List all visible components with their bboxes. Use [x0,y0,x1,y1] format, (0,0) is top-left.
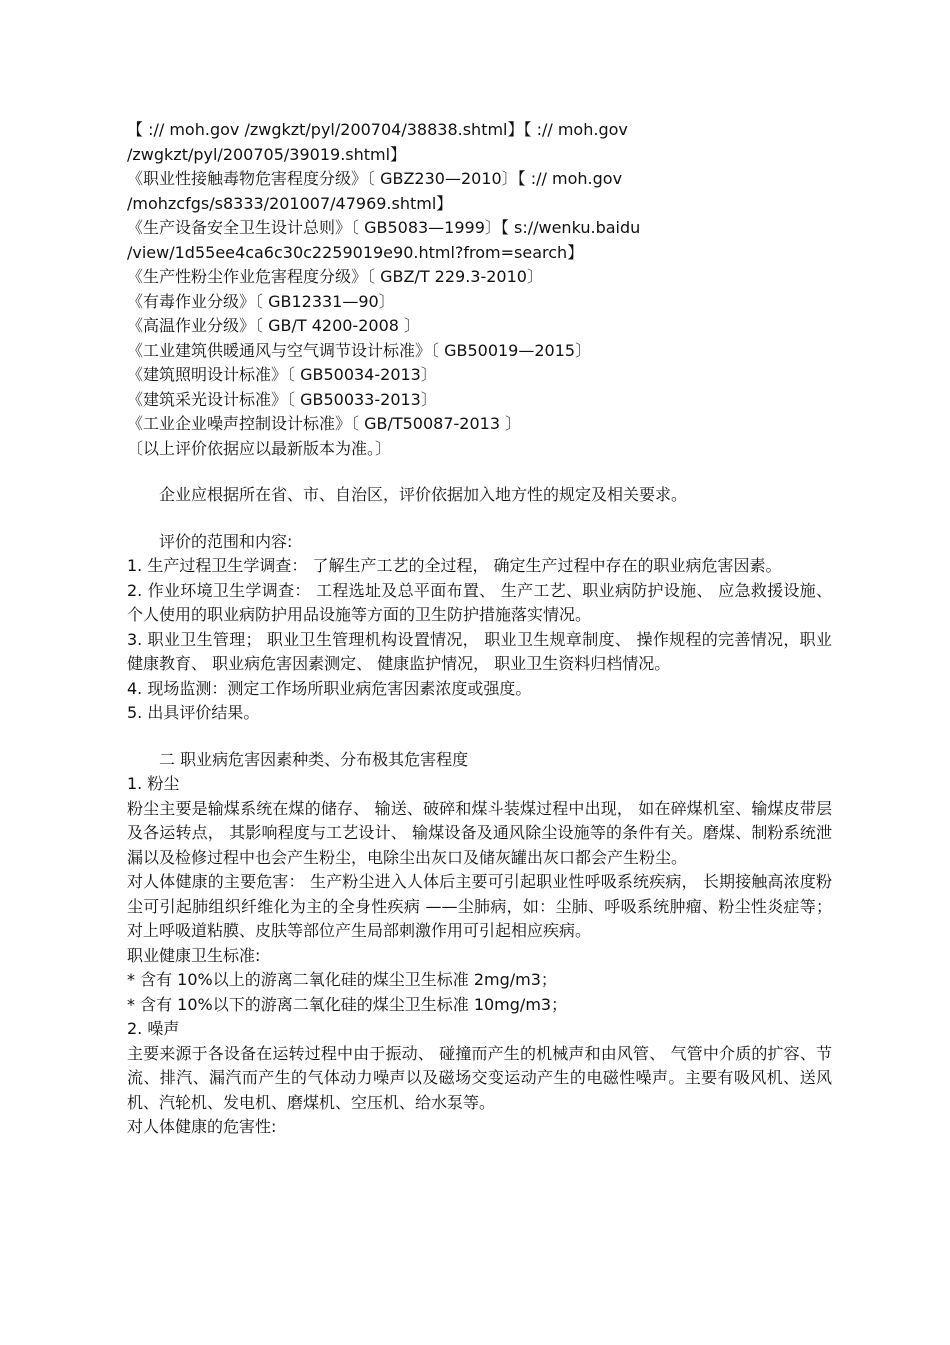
reference-note: 〔以上评价依据应以最新版本为准。〕 [127,438,392,458]
dust-standard-title: 职业健康卫生标准: [127,945,261,965]
reference-line: 《工业企业噪声控制设计标准》〔 GB/T50087-2013 〕 [127,414,522,433]
reference-line: 《工业建筑供暖通风与空气调节设计标准》〔 GB50019—2015〕 [127,340,592,360]
section-title: 二 职业病危害因素种类、分布极其危害程度 [159,749,469,769]
dust-standard-item: * 含有 10%以下的游离二氧化硅的煤尘卫生标准 10mg/m3； [127,994,568,1014]
noise-harm-title: 对人体健康的危害性: [127,1117,277,1136]
reference-line: /view/1d55ee4ca6c30c2259019e90.html?from=search】 [127,242,584,262]
scope-item: 3. 职业卫生管理； 职业卫生管理机构设置情况， 职业卫生规章制度、 操作规程的完善情况，职业健康教育、 职业病危害因素测定、 健康监护情况， 职业卫生资料归档情况。 [127,629,832,673]
dust-source-paragraph: 粉尘主要是输煤系统在煤的储存、 输送、破碎和煤斗装煤过程中出现， 如在碎煤机室、输煤皮带层及各运转点， 其影响程度与工艺设计、 输煤设备及通风除尘设施等的条件有关。磨煤、制粉系统泄漏以及检修过程中也会产生粉尘，电除尘出灰口及储灰罐出灰口都会产生粉尘。 [127,798,832,867]
reference-line: /zwgkzt/pyl/200705/39019.shtml】 [127,144,407,164]
reference-line: 【 :// moh.gov /zwgkzt/pyl/200704/38838.shtml】【 :// moh.gov [127,120,628,139]
document-page [127,118,832,1140]
scope-item: 1. 生产过程卫生学调查： 了解生产工艺的全过程， 确定生产过程中存在的职业病危害因素。 [127,556,782,575]
reference-line: 《建筑采光设计标准》〔 GB50033-2013〕 [127,389,437,409]
reference-line: 《高温作业分级》〔 GB/T 4200-2008 〕 [127,316,421,335]
noise-heading: 2. 噪声 [127,1019,180,1038]
reference-line: 《职业性接触毒物危害程度分级》〔 GBZ230—2010〕【 :// moh.gov [127,169,623,188]
noise-source-paragraph: 主要来源于各设备在运转过程中由于振动、 碰撞而产生的机械声和由风管、 气管中介质的扩容、节流、排汽、漏汽而产生的气体动力噪声以及磁场交变运动产生的电磁性噪声。主要有吸风机、送风机、汽轮机、发电机、磨煤机、空压机、给水泵等。 [127,1043,832,1112]
reference-line: /mohzcfgs/s8333/201007/47969.shtml】 [127,193,453,213]
dust-heading: 1. 粉尘 [127,774,180,793]
scope-item: 2. 作业环境卫生学调查： 工程选址及总平面布置、 生产工艺、职业病防护设施、 应急救援设施、个人使用的职业病防护用品设施等方面的卫生防护措施落实情况。 [127,580,832,624]
scope-title: 评价的范围和内容: [159,531,293,551]
reference-line: 《生产设备安全卫生设计总则》〔 GB5083—1999〕【 s://wenku.baidu [127,218,641,237]
scope-item: 4. 现场监测：测定工作场所职业病危害因素浓度或强度。 [127,678,532,698]
dust-standard-item: * 含有 10%以上的游离二氧化硅的煤尘卫生标准 2mg/m3； [127,970,557,989]
reference-line: 《有毒作业分级》〔 GB12331—90〕 [127,291,395,311]
dust-harm-paragraph: 对人体健康的主要危害： 生产粉尘进入人体后主要可引起职业性呼吸系统疾病， 长期接触高浓度粉尘可引起肺组织纤维化为主的全身性疾病 ——尘肺病，如：尘肺、呼吸系统肿瘤、粉尘性炎症等；对上呼吸道粘膜、皮肤等部位产生局部刺激作用可引起相应疾病。 [127,872,832,940]
scope-item: 5. 出具评价结果。 [127,703,260,722]
reference-line: 《建筑照明设计标准》〔 GB50034-2013〕 [127,365,437,384]
local-requirement-note: 企业应根据所在省、市、自治区，评价依据加入地方性的规定及相关要求。 [159,485,688,504]
reference-list [127,118,832,461]
reference-line: 《生产性粉尘作业危害程度分级》〔 GBZ/T 229.3-2010〕 [127,267,543,286]
